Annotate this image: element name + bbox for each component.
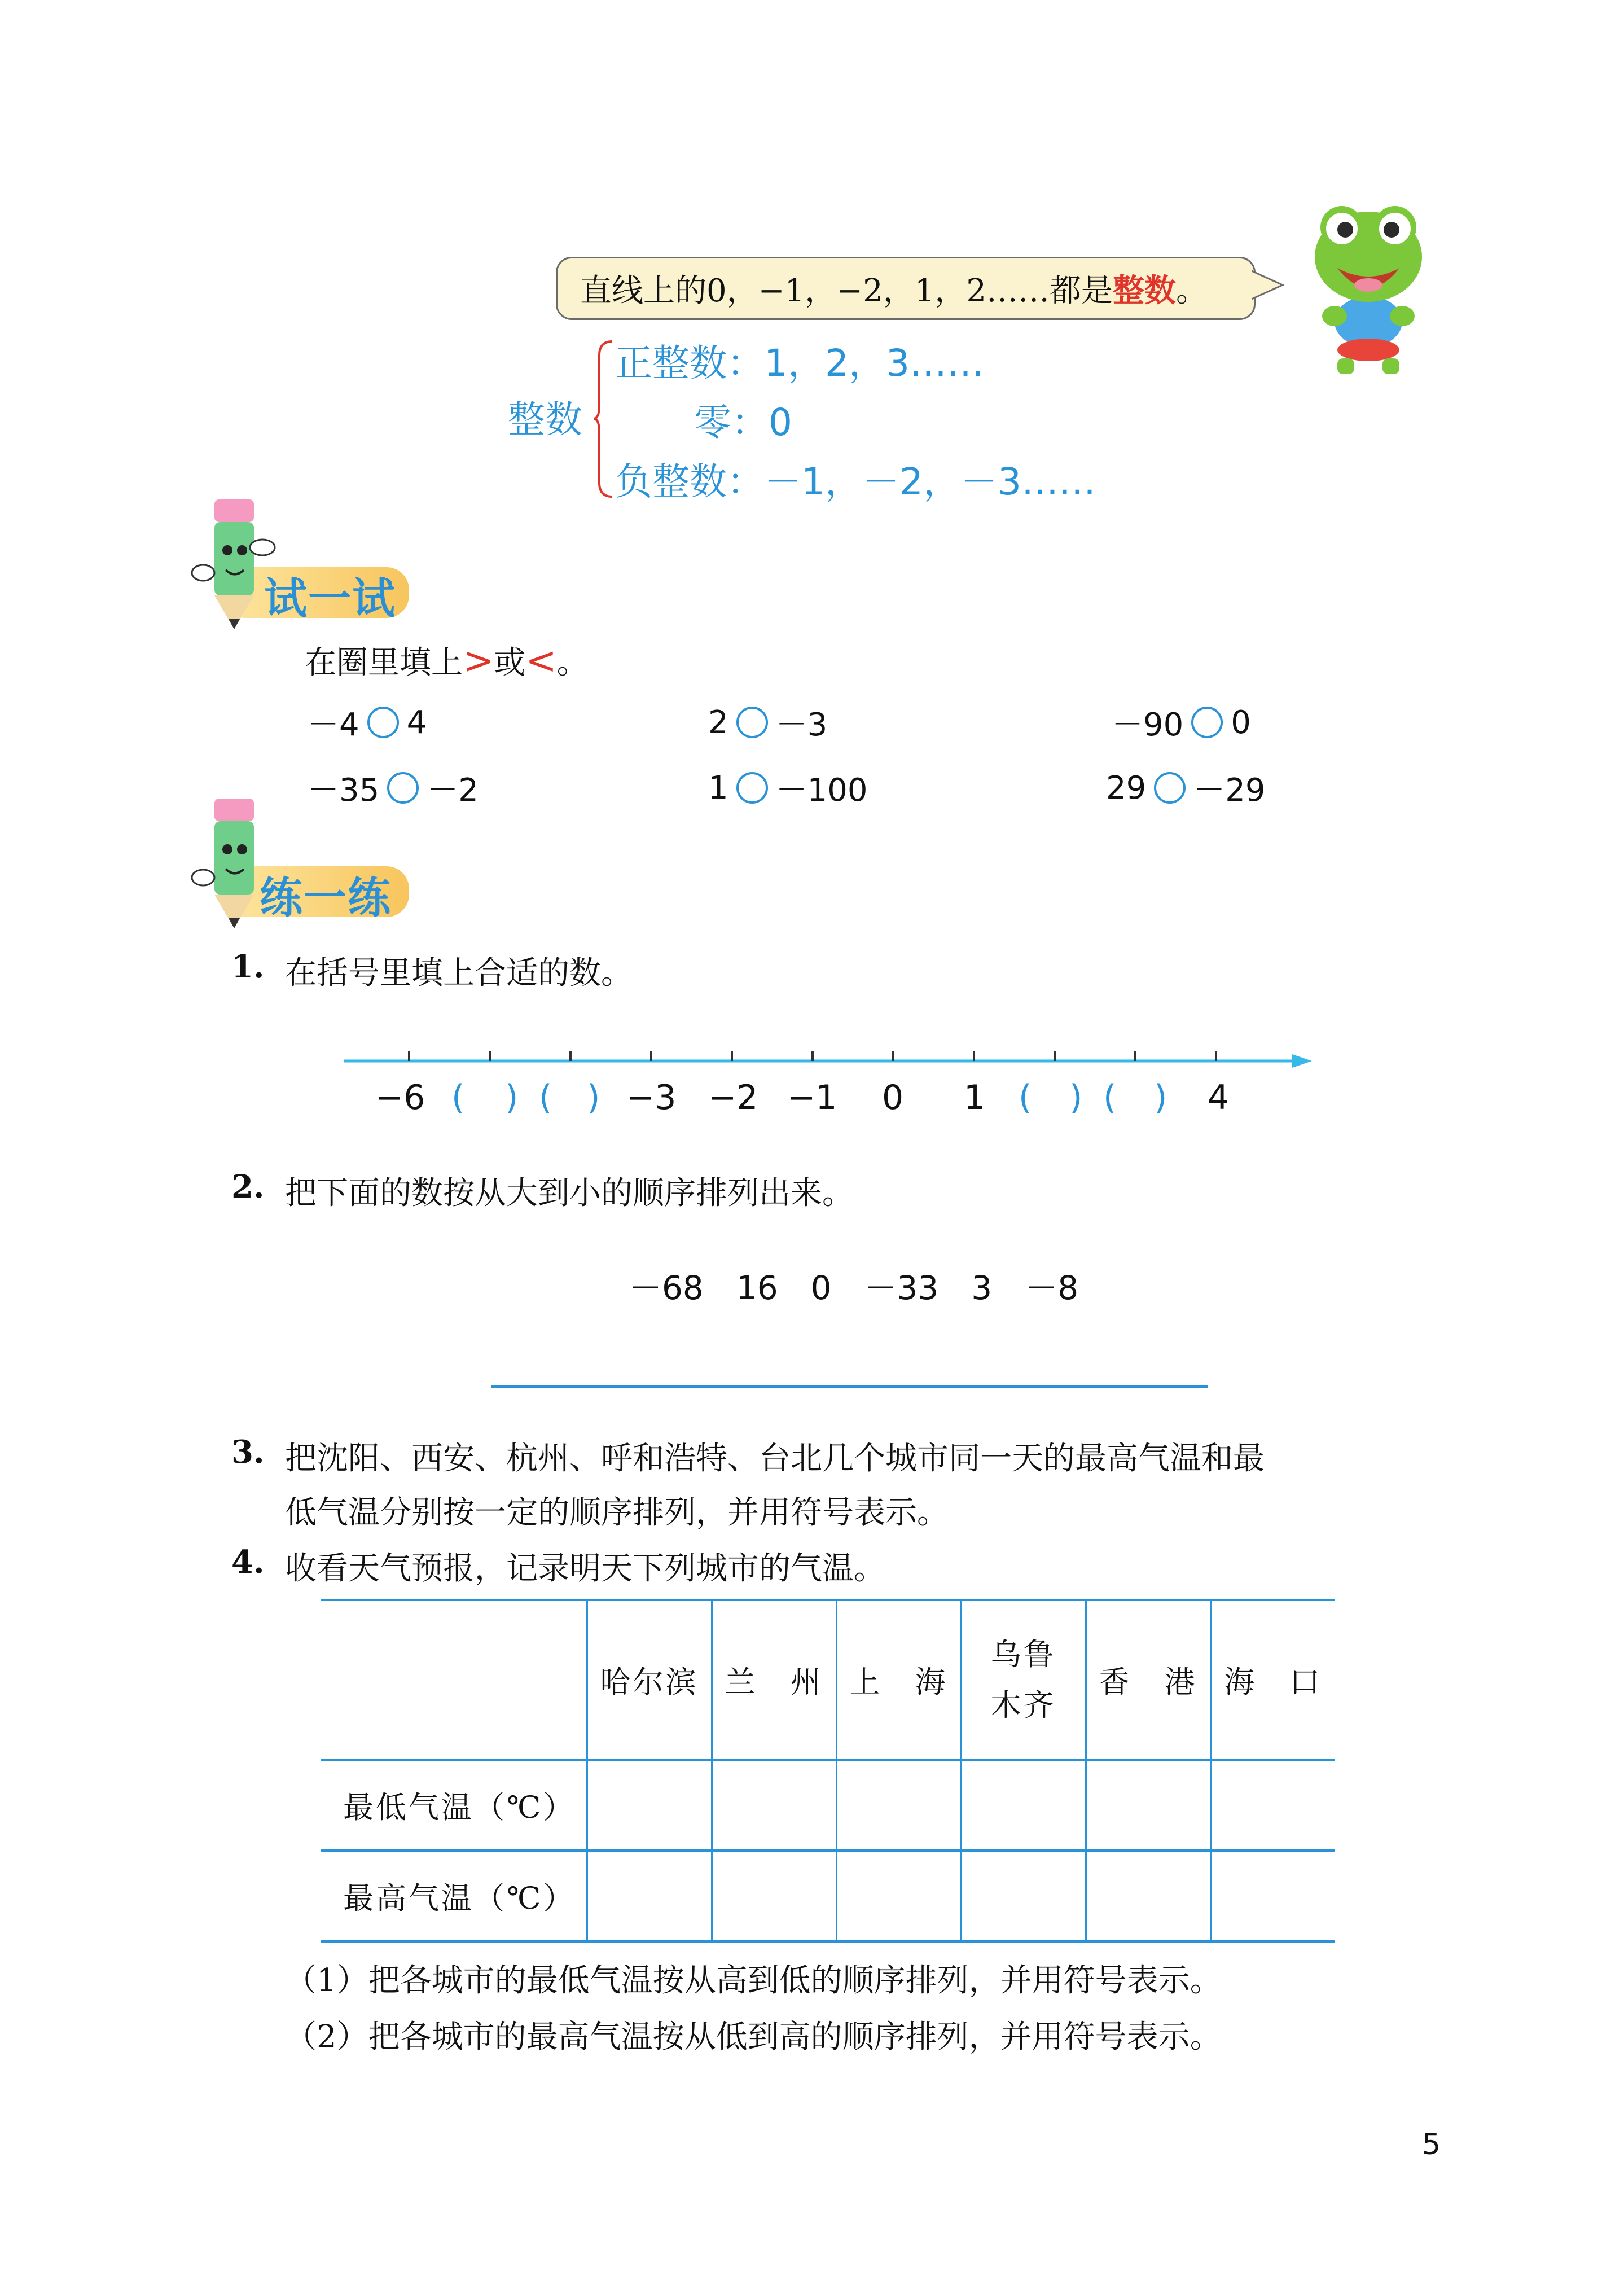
greater-than-symbol: >	[463, 639, 494, 682]
try-section-title: 试一试	[264, 573, 396, 624]
answer-circle[interactable]	[736, 772, 768, 804]
subquestion-2: （2）把各城市的最高气温按从低到高的顺序排列，并用符号表示。	[285, 2019, 1222, 2055]
blank-paren-open: (	[451, 1078, 465, 1117]
compare-right: －100	[775, 772, 868, 809]
tick-label: 0	[882, 1078, 904, 1117]
input-cell[interactable]	[961, 1851, 1086, 1941]
blank-paren-open: (	[1019, 1078, 1032, 1117]
zero: 零：0	[694, 401, 792, 444]
question-2-number: 2.	[231, 1168, 265, 1205]
question-1-text: 在括号里填上合适的数。	[285, 955, 633, 992]
question-2-text: 把下面的数按从大到小的顺序排列出来。	[285, 1175, 854, 1212]
table-row	[321, 1760, 1335, 1851]
less-than-symbol: <	[525, 639, 557, 682]
blank-paren-close: )	[505, 1078, 519, 1117]
answer-circle[interactable]	[736, 707, 768, 738]
row-label-low: 最低气温（℃）	[321, 1760, 587, 1851]
question-3-number: 3.	[231, 1433, 265, 1471]
tick-label: −3	[626, 1078, 677, 1117]
compare-right: －29	[1193, 772, 1266, 809]
compare-left: －90	[1112, 707, 1184, 743]
compare-left: －35	[308, 772, 380, 809]
temperature-table	[321, 1599, 1335, 1943]
city-header: 哈尔滨	[587, 1600, 712, 1760]
blank-paren-close: )	[587, 1078, 600, 1117]
instruction-prefix: 在圈里填上	[305, 644, 463, 681]
question-3-line-2: 低气温分别按一定的顺序排列，并用符号表示。	[285, 1494, 949, 1531]
try-instruction	[305, 638, 589, 683]
city-header: 乌鲁 木齐	[961, 1600, 1086, 1760]
answer-circle[interactable]	[387, 772, 419, 804]
city-header: 兰 州	[712, 1600, 836, 1760]
question-4-text: 收看天气预报，记录明天下列城市的气温。	[285, 1550, 885, 1587]
input-cell[interactable]	[712, 1760, 836, 1851]
compare-left: 1	[708, 769, 728, 806]
answer-circle[interactable]	[367, 707, 399, 738]
table-corner-cell	[321, 1600, 587, 1760]
input-cell[interactable]	[1210, 1760, 1335, 1851]
compare-item-2	[708, 700, 827, 745]
blank-paren-open: (	[1103, 1078, 1117, 1117]
answer-line[interactable]	[491, 1385, 1208, 1388]
speech-bubble	[556, 257, 1256, 320]
tick-label: 1	[964, 1078, 986, 1117]
tick-label: 4	[1208, 1078, 1230, 1117]
tick-label: −2	[708, 1078, 758, 1117]
blank-paren-close: )	[1069, 1078, 1083, 1117]
compare-right: －3	[775, 707, 828, 743]
input-cell[interactable]	[587, 1760, 712, 1851]
frog-mascot-icon	[1303, 195, 1433, 375]
instruction-suffix: 。	[556, 644, 589, 681]
input-cell[interactable]	[836, 1851, 961, 1941]
compare-item-3	[1112, 700, 1251, 745]
compare-item-6	[1106, 765, 1266, 810]
compare-right: －2	[427, 772, 479, 809]
compare-left: 29	[1106, 769, 1147, 806]
question-1-number: 1.	[231, 948, 265, 985]
input-cell[interactable]	[712, 1851, 836, 1941]
bubble-tail-icon	[1252, 265, 1285, 305]
tick-label: −6	[375, 1078, 425, 1117]
instruction-or: 或	[494, 644, 526, 681]
answer-circle[interactable]	[1191, 707, 1223, 738]
input-cell[interactable]	[587, 1851, 712, 1941]
question-4-number: 4.	[231, 1544, 265, 1581]
bubble-suffix: 。	[1176, 273, 1208, 309]
blank-paren-close: )	[1154, 1078, 1167, 1117]
input-cell[interactable]	[1086, 1760, 1210, 1851]
compare-item-4	[308, 765, 479, 810]
compare-right: 4	[406, 704, 427, 741]
input-cell[interactable]	[836, 1760, 961, 1851]
compare-left: 2	[708, 704, 728, 741]
answer-circle[interactable]	[1154, 772, 1186, 804]
question-3-line-1: 把沈阳、西安、杭州、呼和浩特、台北几个城市同一天的最高气温和最	[285, 1440, 1265, 1477]
compare-left: －4	[308, 707, 359, 743]
bubble-prefix: 直线上的0，−1，−2，1，2……都是	[580, 273, 1113, 309]
city-header: 海 口	[1210, 1600, 1335, 1760]
brace-icon	[592, 339, 615, 499]
compare-item-5	[708, 765, 868, 810]
subquestion-1: （1）把各城市的最低气温按从高到低的顺序排列，并用符号表示。	[285, 1962, 1222, 1999]
row-label-high: 最高气温（℃）	[321, 1851, 587, 1941]
integers-label: 整数	[508, 398, 582, 441]
city-header: 香 港	[1086, 1600, 1210, 1760]
input-cell[interactable]	[1086, 1851, 1210, 1941]
tick-label: −1	[787, 1078, 837, 1117]
blank-paren-open: (	[539, 1078, 552, 1117]
negative-integers: 负整数：－1，－2，－3……	[615, 460, 1096, 503]
table-header-row	[321, 1600, 1335, 1760]
page-number: 5	[1422, 2128, 1441, 2161]
numbers-to-sort: －68 16 0 －33 3 －8	[629, 1269, 1079, 1307]
positive-integers: 正整数：1，2，3……	[615, 341, 984, 385]
city-header: 上 海	[836, 1600, 961, 1760]
practice-section-title: 练一练	[260, 872, 392, 923]
compare-item-1	[308, 700, 427, 745]
input-cell[interactable]	[1210, 1851, 1335, 1941]
table-row	[321, 1851, 1335, 1941]
compare-right: 0	[1231, 704, 1251, 741]
bubble-highlight: 整数	[1113, 272, 1176, 309]
number-line	[339, 1050, 1315, 1072]
input-cell[interactable]	[961, 1760, 1086, 1851]
